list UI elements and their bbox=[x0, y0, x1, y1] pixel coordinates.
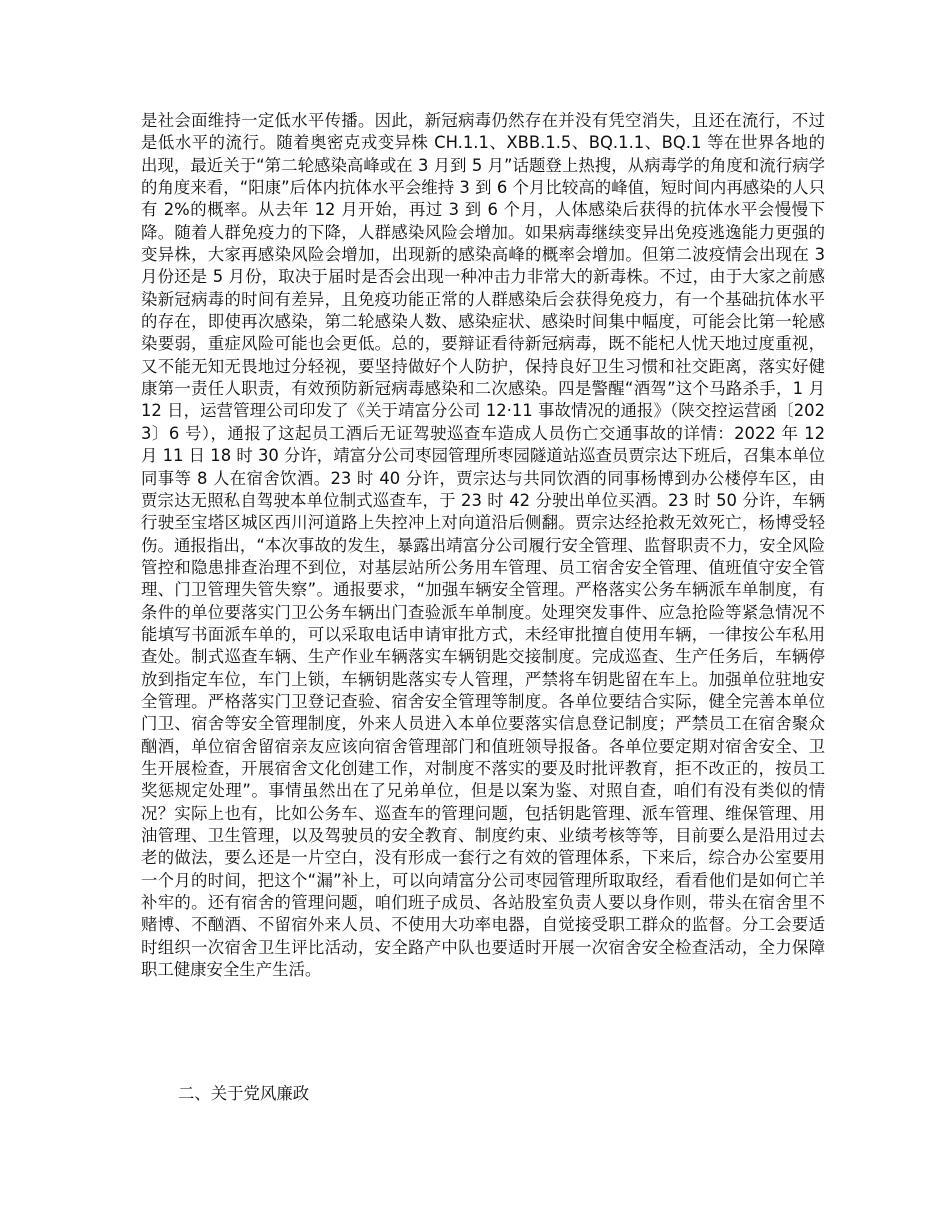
section-heading: 二、关于党风廉政 bbox=[178, 1084, 310, 1103]
body-paragraph: 是社会面维持一定低水平传播。因此，新冠病毒仍然存在并没有凭空消失，且还在流行，不过是低水平的流行。随着奥密克戎变异株 CH.1.1、XBB.1.5、BQ.1.1、BQ.1 等在世界各地的出现，最近关于“第二轮感染高峰或在 3 月到 5 月”话题登上热搜，从病毒学的角度和流行病学的角度来看，“阳康”后体内抗体水平会维持 3 到 6 个月比较高的峰值，短时间内再感染的人只有 2%的概率。从去年 12 月开始，再过 3 到 6 个月，人体感染后获得的抗体水平会慢慢下降。随着人群免疫力的下降，人群感染风险会增加。如果病毒继续变异出免疫逃逸能力更强的变异株，大家再感染风险会增加，出现新的感染高峰的概率会增加。但第二波疫情会出现在 3 月份还是 5 月份，取决于届时是否会出现一种冲击力非常大的新毒株。不过，由于大家之前感染新冠病毒的时间有差异，且免疫功能正常的人群感染后会获得免疫力，有一个基础抗体水平的存在，即使再次感染，第二轮感染人数、感染症状、感染时间集中幅度，可能会比第一轮感染要弱，重症风险可能也会更低。总的，要辩证看待新冠病毒，既不能杞人忧天地过度重视，又不能无知无畏地过分轻视，要坚持做好个人防护，保持良好卫生习惯和社交距离，落实好健康第一责任人职责，有效预防新冠病毒感染和二次感染。四是警醒“酒驾”这个马路杀手，1 月 12 日，运营管理公司印发了《关于靖富分公司 12·11 事故情况的通报》（陕交控运营函〔2023〕6 号），通报了这起员工酒后无证驾驶巡查车造成人员伤亡交通事故的详情：2022 年 12 月 11 日 18 时 30 分许，靖富分公司枣园管理所枣园隧道站巡查员贾宗达下班后，召集本单位同事等 8 人在宿舍饮酒。23 时 40 分许，贾宗达与共同饮酒的同事杨博到办公楼停车区，由贾宗达无照私自驾驶本单位制式巡查车，于 23 时 42 分驶出单位买酒。23 时 50 分许，车辆行驶至宝塔区城区西川河道路上失控冲上对向道沿后侧翻。贾宗达经抢救无效死亡，杨博受轻伤。通报指出，“本次事故的发生，暴露出靖富分公司履行安全管理、监督职责不力，安全风险管控和隐患排查治理不到位，对基层站所公务用车管理、员工宿舍安全管理、值班值守安全管理、门卫管理失管失察”。通报要求，“加强车辆安全管理。严格落实公务车辆派车单制度，有条件的单位要落实门卫公务车辆出门查验派车单制度。处理突发事件、应急抢险等紧急情况不能填写书面派车单的，可以采取电话申请审批方式，未经审批擅自使用车辆，一律按公车私用查处。制式巡查车辆、生产作业车辆落实车辆钥匙交接制度。完成巡查、生产任务后，车辆停放到指定车位，车门上锁，车辆钥匙落实专人管理，严禁将车钥匙留在车上。加强单位驻地安全管理。严格落实门卫登记查验、宿舍安全管理等制度。各单位要结合实际，健全完善本单位门卫、宿舍等安全管理制度，外来人员进入本单位要落实信息登记制度；严禁员工在宿舍聚众酗酒，单位宿舍留宿亲友应该向宿舍管理部门和值班领导报备。各单位要定期对宿舍安全、卫生开展检查，开展宿舍文化创建工作，对制度不落实的要及时批评教育，拒不改正的，按员工奖惩规定处理”。事情虽然出在了兄弟单位，但是以案为鉴、对照自查，咱们有没有类似的情况？实际上也有，比如公务车、巡查车的管理问题，包括钥匙管理、派车管理、维保管理、用油管理、卫生管理，以及驾驶员的安全教育、制度约束、业绩考核等等，目前要么是沿用过去老的做法，要么还是一片空白，没有形成一套行之有效的管理体系，下来后，综合办公室要用一个月的时间，把这个“漏”补上，可以向靖富分公司枣园管理所取取经，看看他们是如何亡羊补牢的。还有宿舍的管理问题，咱们班子成员、各站股室负责人要以身作则，带头在宿舍里不赌博、不酗酒、不留宿外来人员、不使用大功率电器，自觉接受职工群众的监督。分工会要适时组织一次宿舍卫生评比活动，安全路产中队也要适时开展一次宿舍安全检查活动，全力保障职工健康安全生产生活。 bbox=[141, 111, 825, 980]
